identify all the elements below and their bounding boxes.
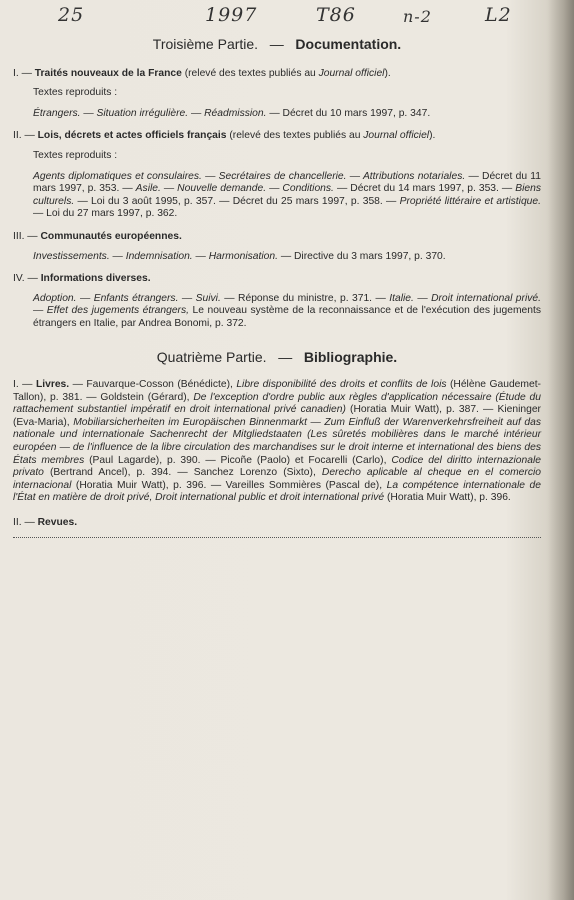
page-gutter-shadow [548, 0, 574, 900]
section-1-heading [13, 68, 541, 81]
section-1-title: Traités nouveaux de la France [34, 67, 182, 79]
section-4-topic-1: Adoption. — Enfants étrangers. — Suivi. [33, 292, 221, 304]
section-4-topic-2: Italie. — Droit international privé. — Effet des jugements étrangers, [33, 292, 541, 317]
books-text-5: (Bertrand Ancel), p. 394. — Sanchez Lorenzo (Sixto), [43, 467, 322, 479]
section-2-heading [13, 130, 541, 143]
books-title: Livres. [35, 379, 70, 391]
section-1-text [13, 108, 541, 121]
part4-dash: — [278, 348, 293, 365]
section-2-topic-1: Agents diplomatiques et consulaires. — Secrétaires de chancellerie. — Attributions notariales. [33, 170, 466, 182]
part3-title: Documentation. [295, 36, 402, 52]
part4-heading [13, 348, 541, 365]
section-3-text [13, 251, 541, 264]
handwritten-note-4: n-2 [403, 7, 432, 26]
books-number: I. — [13, 379, 33, 391]
section-1-ref: — Décret du 10 mars 1997, p. 347. [266, 107, 431, 119]
section-4-heading [13, 273, 541, 286]
books-work-4: Codice del diritto internazionale privato [13, 454, 541, 479]
document-body [13, 38, 541, 538]
section-3-number: III. — [13, 230, 38, 242]
books-work-5: Derecho aplicable al cheque en el comercio internacional [13, 467, 541, 491]
handwritten-note-1: 25 [58, 4, 85, 26]
section-4-ref-1: — Réponse du ministre, p. 371. — [220, 292, 390, 304]
section-2-topic-3: Biens culturels. [33, 183, 541, 207]
section-4-title: Informations diverses. [40, 273, 151, 285]
part3-heading [13, 38, 541, 51]
books-work-6: La compétence internationale de l'État en matière de droit privé, Droit international public et droit international privé [13, 479, 541, 504]
section-3-heading [13, 231, 541, 244]
section-2-title: Lois, décrets et actes officiels français [37, 130, 227, 142]
section-4-ref-2: Le nouveau système de la reconnaissance et de l'exécution des jugements étrangers en Italie, par Andrea Bonomi, p. 372. [33, 305, 542, 329]
books-work-3: Mobiliarsicherheiten im Europäischen Binnenmarkt — Zum Einfluß der Warenverkehrsfreiheit auf das nationale und internationale Sachenrecht der Mitgliedstaaten (Les sûretés mobilières dans le marché intérieur européen — de l'influence de la libre circulation des marchandises sur le droit interne et international des biens des États membres [13, 416, 542, 466]
section-2-note-end: ). [429, 130, 436, 142]
part3-dash: — [269, 36, 284, 52]
part4-title: Bibliographie. [303, 348, 398, 365]
books-text-1: — Fauvarque-Cosson (Bénédicte), [69, 379, 237, 391]
books-work-2: De l'exception d'ordre public aux règles d'application nécessaire (Étude du rattachement substantiel impératif en droit international privé canadien) [13, 391, 541, 416]
journals-title: Revues. [37, 517, 78, 529]
section-3-title: Communautés européennes. [40, 230, 182, 242]
section-2-number: II. — [13, 130, 35, 142]
section-4-text [13, 293, 541, 331]
section-1-note-end: ). [384, 67, 391, 79]
section-2-ref-1: — Décret du 11 mars 1997, p. 353. — [33, 170, 541, 195]
handwritten-note-2: 1997 [205, 4, 258, 26]
section-2-ref-3: — Loi du 3 août 1995, p. 357. — Décret du 25 mars 1997, p. 358. — [74, 195, 400, 207]
books-text-2: (Hélène Gaudemet-Tallon), p. 381. — Goldstein (Gérard), [13, 379, 541, 403]
section-1-topics: Étrangers. — Situation irrégulière. — Réadmission. [33, 107, 267, 119]
section-4-number: IV. — [13, 273, 38, 285]
section-2-topic-4: Propriété littéraire et artistique. [399, 195, 541, 207]
dotted-separator [13, 537, 541, 538]
books-entry [13, 379, 541, 505]
journals-heading [13, 517, 541, 530]
books-text-6: (Horatia Muir Watt), p. 396. — Vareilles Sommières (Pascal de), [71, 479, 387, 491]
section-1-note: (relevé des textes publiés au [181, 67, 319, 79]
section-3-ref: — Directive du 3 mars 1997, p. 370. [277, 250, 446, 262]
section-1-subheading: Textes reproduits : [33, 87, 118, 99]
section-2-text [13, 171, 541, 221]
books-text-7: (Horatia Muir Watt), p. 396. [384, 492, 511, 504]
books-text-3: (Horatia Muir Watt), p. 387. — Kieninger (Eva-Maria), [13, 404, 541, 428]
handwritten-note-5: L2 [485, 4, 512, 26]
section-1-number: I. — [13, 67, 32, 79]
books-text-4: (Paul Lagarde), p. 390. — Picoñe (Paolo) et Focarelli (Carlo), [84, 454, 392, 466]
section-2-subheading: Textes reproduits : [33, 149, 118, 161]
section-2-ref-2: — Décret du 14 mars 1997, p. 353. — [333, 183, 516, 195]
books-work-1: Libre disponibilité des droits et conflits de lois [236, 379, 447, 391]
handwritten-note-3: T86 [316, 4, 356, 26]
part4-prefix: Quatrième Partie. [156, 348, 267, 365]
section-2-note-italic: Journal officiel [363, 130, 430, 142]
part3-prefix: Troisième Partie. [152, 36, 259, 52]
section-3-topics: Investissements. — Indemnisation. — Harmonisation. [33, 250, 278, 262]
section-2-topic-2: Asile. — Nouvelle demande. — Conditions. [135, 183, 334, 195]
section-2-note: (relevé des textes publiés au [226, 130, 364, 142]
journals-number: II. — [13, 517, 35, 529]
section-2-ref-4: — Loi du 27 mars 1997, p. 362. [33, 208, 178, 220]
section-1-note-italic: Journal officiel [318, 67, 385, 79]
